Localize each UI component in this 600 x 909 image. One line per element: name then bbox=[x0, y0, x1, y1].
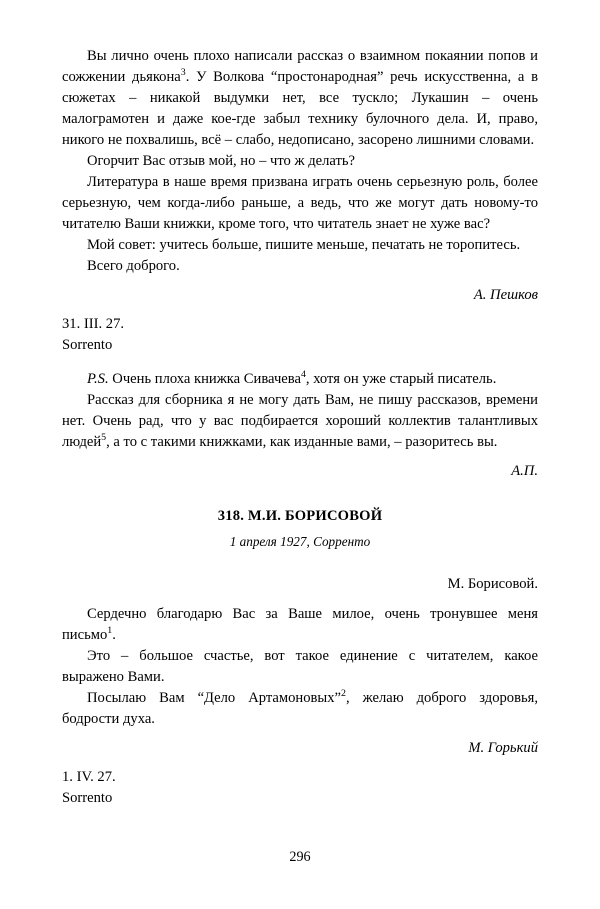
letter-dateline-block bbox=[62, 314, 538, 355]
postscript-text: Очень плоха книжка Сивачева$^4$, хотя он уже старый писатель. bbox=[108, 369, 497, 388]
paragraph: Огорчит Вас отзыв мой, но – что ж делать? bbox=[87, 153, 356, 169]
postscript-label: P.S. bbox=[87, 371, 109, 388]
letter-318-heading: 318. М.И. БОРИСОВОЙ bbox=[217, 508, 383, 525]
letter-addressee: М. Борисовой. bbox=[447, 576, 538, 593]
letter-date-line: 31. III. 27. bbox=[62, 316, 125, 332]
paragraph: Рассказ для сборника я не могу дать Вам, не пишу рассказов, времени нет. Очень рад, что у вас подбирается хороший коллектив талантливых людей$^5$, а то с такими книжками, как изданные вами, – разоритесь вы. bbox=[62, 392, 538, 451]
letter-signature: М. Горький bbox=[468, 740, 538, 757]
paragraph: Всего доброго. bbox=[87, 258, 180, 274]
paragraph: Мой совет: учитесь больше, пишите меньше, печатать не торопитесь. bbox=[87, 237, 521, 253]
footnote-marker: 5 bbox=[101, 432, 107, 444]
letter-date-line: 1. IV. 27. bbox=[62, 769, 116, 786]
postscript-paragraph bbox=[62, 369, 538, 390]
footnote-marker: 3 bbox=[180, 67, 186, 79]
letter-318-body bbox=[62, 574, 538, 808]
footnote-marker: 2 bbox=[341, 688, 346, 700]
paragraph: Вы лично очень плохо написали рассказ о взаимном покаянии попов и сожжении дьякона$^3$. У Волкова “простонародная” речь искусственна, а в сюжетах – никакой выдумки нет, все тускло; Лукашин – очень малограмотен и даже кое-где забыл технику булочного дела. И, право, никого не похвалишь, всё – слабо, недописано, засорено лишними словами. bbox=[62, 48, 538, 148]
paragraph: Посылаю Вам “Дело Артамоновых”$^2$, желаю доброго здоровья, бодрости духа. bbox=[62, 688, 538, 728]
paragraph: Сердечно благодарю Вас за Ваше милое, очень тронувшее меня письмо$^1$. bbox=[62, 606, 538, 644]
postscript-signature: А.П. bbox=[511, 463, 538, 480]
letter-signature: А. Пешков bbox=[473, 287, 538, 303]
paragraph: Это – большое счастье, вот такое единение с читателем, какое выражено Вами. bbox=[62, 648, 538, 686]
letter-317-body bbox=[62, 46, 538, 482]
footnote-marker: 1 bbox=[107, 625, 113, 637]
letter-place-line: Sorrento bbox=[62, 790, 113, 807]
footnote-marker: 4 bbox=[300, 369, 306, 381]
letter-318-date: 1 апреля 1927, Сорренто bbox=[229, 534, 371, 550]
letter-place-line: Sorrento bbox=[62, 336, 113, 353]
page-number: 296 bbox=[289, 849, 311, 865]
letter-dateline-block bbox=[62, 767, 538, 808]
paragraph: Литература в наше время призвана играть очень серьезную роль, более серьезную, чем когда-либо раньше, а ведь, что же могут дать новому-то читателю Ваши книжки, кроме того, что читатель знает не хуже вас? bbox=[62, 174, 538, 232]
